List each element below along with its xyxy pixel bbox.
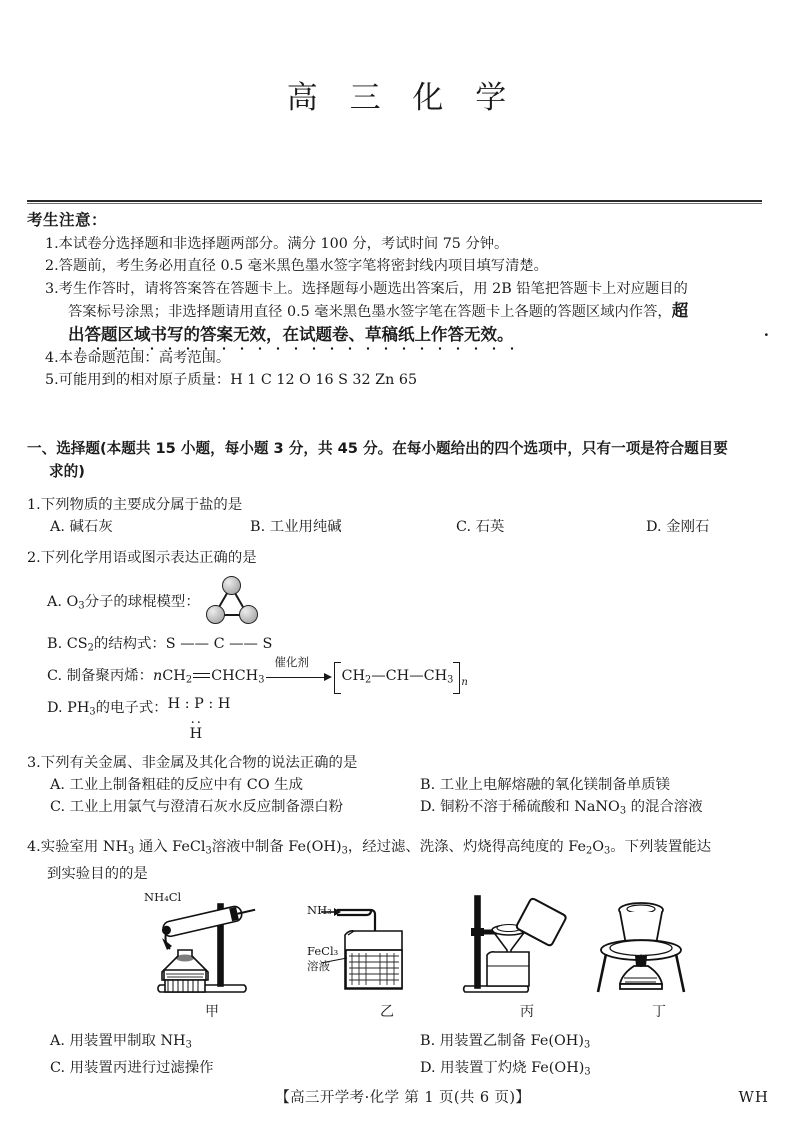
option-a[interactable]: A. 碱石灰 [50, 519, 113, 535]
stem-end: 。下列装置能达 [610, 839, 711, 855]
section-heading-line1: 一、选择题(本题共 15 小题，每小题 3 分，共 45 分。在每小题给出的四个选项中，只有一项是符合题目要 [27, 440, 728, 457]
option-d-subscript: 3 [89, 706, 96, 718]
question-2-option-d[interactable] [27, 697, 772, 742]
option-b-subscript: 3 [583, 1039, 591, 1051]
label-nh3-inlet: NH₃ [307, 903, 332, 917]
apparatus-jia-caption: 甲 [205, 1004, 219, 1020]
notice-item-text-line2: 答案标号涂黑；非选择题请用直径 0.5 毫米黑色墨水签字笔在答题卡上各题的答题区域内作答， [68, 304, 672, 321]
option-c[interactable]: C. 工业上用氯气与澄清石灰水反应制备漂白粉 [50, 799, 344, 815]
option-c-monomer-post: CHCH [211, 667, 259, 684]
option-c-monomer-pre: CH [162, 667, 186, 684]
question-1-stem [27, 494, 772, 516]
option-b-text: 的结构式：S —— C —— S [93, 636, 273, 652]
catalyst-label: 催化剂 [274, 654, 309, 669]
apparatus-bing-caption: 丙 [520, 1004, 534, 1020]
notice-item [27, 369, 767, 391]
repeat-unit-2: CH [385, 667, 410, 684]
question-3-number: 3. [27, 755, 41, 771]
question-3 [27, 752, 772, 823]
question-4-options [27, 1030, 772, 1083]
notice-item-emphasis-line [27, 324, 767, 347]
page-title: 高 三 化 学 [286, 80, 518, 116]
question-2-option-c[interactable] [27, 654, 772, 694]
lewis-structure-ph3 [168, 697, 231, 742]
notice-item-number: 1. [45, 236, 59, 252]
apparatus-yi-caption: 乙 [380, 1004, 394, 1020]
notice-item [27, 233, 767, 255]
question-4-number: 4. [27, 839, 41, 855]
apparatus-ding-caption: 丁 [652, 1004, 666, 1020]
option-d-label: D. PH [47, 699, 90, 716]
notice-item-text: 答题前，考生务必用直径 0.5 毫米黑色墨水签字笔将密封线内项目填写清楚。 [58, 258, 548, 275]
stem-mid-2: 溶液中制备 Fe(OH) [211, 839, 342, 855]
lewis-lone-pair-dots: .. [190, 711, 203, 727]
question-4-stem-line2: 到实验目的的是 [47, 865, 148, 882]
option-d-suffix: 的混合溶液 [626, 799, 703, 815]
label-solution: 溶液 [307, 959, 330, 973]
question-3-text: 下列有关金属、非金属及其化合物的说法正确的是 [40, 755, 358, 771]
option-b[interactable]: B. 工业用纯碱 [250, 519, 342, 535]
question-3-options-row-2 [27, 796, 772, 823]
stem-mid-4: O [592, 839, 605, 855]
section-heading-multiple-choice [27, 437, 769, 483]
question-2-option-a[interactable] [27, 575, 772, 629]
page-footer [27, 1086, 769, 1107]
apparatus-figure-group [27, 888, 772, 1020]
question-1-options [27, 516, 772, 538]
option-a-subscript: 3 [185, 1039, 192, 1051]
sub-feoh3: 3 [341, 845, 348, 857]
emphasis-dot-mark: . [763, 322, 769, 341]
question-4-options-row-2 [27, 1057, 772, 1084]
polymer-degree-n: n [461, 676, 468, 688]
sub-fecl3: 3 [205, 845, 212, 857]
apparatus-yi [307, 888, 467, 1020]
option-d-text: 的电子式： [95, 699, 168, 716]
option-b[interactable] [420, 1030, 590, 1057]
notice-item-text: 本试卷分选择题和非选择题两部分。满分 100 分，考试时间 75 分钟。 [58, 236, 509, 252]
option-a-text: 分子的球棍模型： [84, 594, 200, 610]
option-a[interactable]: A. 工业上制备粗硅的反应中有 CO 生成 [50, 777, 303, 793]
question-1-text: 下列物质的主要成分属于盐的是 [40, 497, 243, 513]
stem-mid-3: ，经过滤、洗涤、灼烧得高纯度的 Fe [347, 839, 586, 855]
question-3-options-row-1 [27, 774, 772, 796]
ozone-ball-and-stick-icon [202, 575, 264, 627]
apparatus-ding [579, 888, 739, 1020]
option-d[interactable] [420, 1057, 591, 1084]
apparatus-jia [132, 888, 292, 1020]
question-1-number: 1. [27, 497, 41, 513]
stem-mid-1: 通入 FeCl [134, 839, 206, 855]
footer-paper-code: WH [738, 1088, 769, 1106]
notice-item [27, 255, 767, 277]
option-b-prefix: B. CS [47, 636, 88, 652]
question-2 [27, 547, 772, 742]
notice-list [27, 233, 767, 392]
sub-fe2: 2 [585, 845, 593, 857]
lewis-row-1: H : P : H [167, 695, 231, 712]
option-d-prefix: D. 用装置丁灼烧 Fe(OH) [420, 1059, 585, 1076]
notice-item-number: 2. [45, 258, 59, 275]
option-d[interactable]: D. 金刚石 [646, 519, 710, 535]
notice-item-text: 本卷命题范围：高考范围。 [58, 350, 231, 367]
notice-item-number: 5. [45, 372, 59, 389]
notice-emphasis-text: 出答题区域书写的答案无效，在试题卷、草稿纸上作答无效。 [68, 324, 514, 346]
question-4-stem [27, 836, 772, 863]
notice-emphasis-tail: 超 [671, 301, 689, 321]
double-bond-icon [193, 671, 210, 681]
option-d-prefix: D. 铜粉不溶于稀硫酸和 NaNO [420, 799, 620, 815]
notice-item-number: 3. [45, 280, 59, 297]
question-2-stem [27, 547, 772, 569]
option-a-prefix: A. O [47, 594, 79, 610]
section-heading-line2: 求的) [49, 463, 85, 480]
reaction-arrow-icon [266, 654, 332, 686]
notice-item [27, 347, 767, 369]
question-2-text: 下列化学用语或图示表达正确的是 [40, 550, 257, 566]
option-c-coefficient-n: n [153, 667, 163, 684]
question-2-number: 2. [27, 550, 41, 566]
notice-item-text: 可能用到的相对原子质量：H 1 C 12 O 16 S 32 Zn 65 [58, 372, 418, 389]
question-4-stem-pre: 实验室用 NH [40, 839, 129, 855]
option-d-subscript: 3 [619, 805, 627, 817]
repeat-unit-3: CH [423, 667, 448, 684]
notice-item-text: 考生作答时，请将答案答在答题卡上。选择题每小题选出答案后，用 2B 铅笔把答题卡上对应题目的 [58, 280, 688, 297]
option-d-subscript: 3 [584, 1066, 591, 1078]
option-c-monomer-sub: 2 [185, 674, 193, 686]
option-b-prefix: B. 用装置乙制备 Fe(OH) [420, 1033, 584, 1049]
footer-center-text: 【高三开学考·化学 第 1 页(共 6 页)】 [275, 1090, 531, 1106]
option-a[interactable] [50, 1030, 420, 1057]
label-nh4cl: NH₄Cl [144, 890, 182, 904]
sub-nh3: 3 [128, 845, 135, 857]
repeat-unit-1-sub: 2 [365, 674, 372, 686]
option-d[interactable] [420, 796, 703, 823]
option-c-monomer-post-sub: 3 [258, 674, 265, 686]
question-2-option-b[interactable] [27, 633, 772, 660]
lewis-row-2: H [189, 725, 203, 742]
repeat-unit-3-sub: 3 [447, 674, 454, 686]
question-4-options-row-1 [27, 1030, 772, 1057]
notice-item [27, 278, 767, 300]
question-4 [27, 836, 772, 885]
candidate-notice [27, 208, 767, 392]
option-a-prefix: A. 用装置甲制取 NH [50, 1033, 186, 1049]
notice-heading: 考生注意： [27, 211, 108, 229]
option-c[interactable]: C. 石英 [456, 519, 505, 535]
sub-o3: 3 [604, 845, 611, 857]
polymer-bracket: $CH_2—CH—CH_3$ [334, 665, 460, 692]
notice-item-number: 4. [45, 350, 59, 367]
label-fecl3: FeCl₃ [307, 944, 339, 958]
question-1 [27, 494, 772, 538]
option-c[interactable]: C. 用装置丙进行过滤操作 [50, 1059, 214, 1076]
question-3-stem [27, 752, 772, 774]
repeat-unit-1: CH [341, 667, 365, 684]
option-b-subscript: 2 [87, 642, 94, 654]
header-divider [27, 200, 762, 205]
option-a-subscript: 3 [78, 600, 85, 612]
option-b[interactable]: B. 工业上电解熔融的氧化镁制备单质镁 [420, 777, 670, 793]
option-c-label: C. 制备聚丙烯： [47, 667, 153, 684]
